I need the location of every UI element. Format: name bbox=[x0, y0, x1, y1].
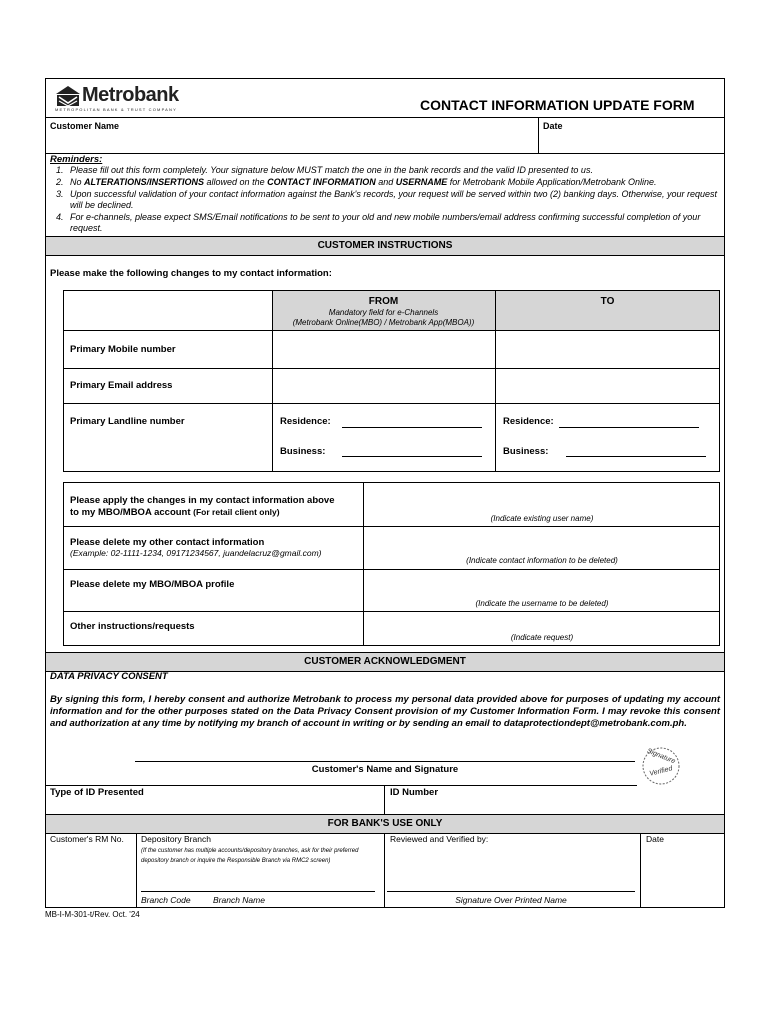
reminder-item-4: 4. For e-channels, please expect SMS/Email notifications to be sent to your old and new mobile numbers/email address confirming successful completion of your request. bbox=[56, 212, 701, 233]
from-header: FROM bbox=[368, 296, 399, 307]
delete-contact-label: Please delete my other contact information bbox=[70, 537, 265, 548]
from-residence-field[interactable] bbox=[342, 427, 482, 428]
metrobank-logo bbox=[54, 84, 204, 114]
date-label: Date bbox=[543, 121, 563, 131]
apply-changes-label-2: to my MBO/MBOA account (For retail client only) bbox=[70, 507, 280, 518]
to-residence-field[interactable] bbox=[559, 427, 699, 428]
logo-subtext: METROPOLITAN BANK & TRUST COMPANY bbox=[55, 107, 177, 112]
row-mobile-label: Primary Mobile number bbox=[70, 344, 176, 355]
customer-name-label: Customer Name bbox=[50, 121, 120, 131]
other-requests-label: Other instructions/requests bbox=[70, 621, 195, 632]
to-header: TO bbox=[600, 296, 615, 307]
reminder-item-2: 2. No ALTERATIONS/INSERTIONS allowed on the CONTACT INFORMATION and USERNAME for Metrobank Mobile Application/Metrobank Online. bbox=[56, 177, 657, 187]
date-field[interactable] bbox=[541, 132, 723, 152]
stamp-bottom-text: Verified bbox=[648, 765, 674, 778]
privacy-title: DATA PRIVACY CONSENT bbox=[50, 671, 168, 682]
delete-profile-hint: (Indicate the username to be deleted) bbox=[475, 599, 609, 608]
id-type-label: Type of ID Presented bbox=[50, 787, 144, 798]
delete-profile-label: Please delete my MBO/MBOA profile bbox=[70, 579, 235, 590]
from-business-label: Business: bbox=[280, 446, 326, 457]
to-business-label: Business: bbox=[503, 446, 549, 457]
bank-date-label: Date bbox=[646, 834, 664, 844]
row-email-label: Primary Email address bbox=[70, 380, 173, 391]
mobile-from-field[interactable] bbox=[274, 332, 493, 366]
consent-text: By signing this form, I hereby consent and authorize Metrobank to process my personal data provided above for purposes of updating my account information and for the other purposes stated on the Data Privacy Consent provision of my Customer Information Form. I may revoke this consent and authorization at any time by notifying my branch of account in writing or by sending an email to dataprotectiondept@metrobank.com.ph. bbox=[50, 694, 720, 729]
existing-username-hint: (Indicate existing user name) bbox=[490, 514, 594, 523]
customer-instructions-header: CUSTOMER INSTRUCTIONS bbox=[45, 236, 725, 256]
bank-date-field[interactable] bbox=[643, 846, 723, 904]
signature-verified-stamp bbox=[638, 746, 684, 786]
from-residence-label: Residence: bbox=[280, 416, 331, 427]
to-business-field[interactable] bbox=[566, 456, 706, 457]
id-number-field[interactable] bbox=[387, 798, 627, 812]
branch-code-label: Branch Code bbox=[141, 895, 191, 905]
reminders-title: Reminders: bbox=[50, 154, 103, 165]
metrobank-logo-icon bbox=[54, 84, 82, 108]
id-type-field[interactable] bbox=[48, 798, 382, 812]
reminder-item-1: 1. Please fill out this form completely. Your signature below MUST match the one in the bank records and the valid ID presented to us. bbox=[56, 165, 593, 175]
mobile-to-field[interactable] bbox=[497, 332, 718, 366]
row-landline-label: Primary Landline number bbox=[70, 416, 185, 427]
other-requests-hint: (Indicate request) bbox=[510, 633, 574, 642]
instructions-intro: Please make the following changes to my contact information: bbox=[50, 268, 332, 279]
from-note-2: (Metrobank Online(MBO) / Metrobank App(MBOA)) bbox=[292, 318, 475, 327]
customer-name-field[interactable] bbox=[48, 132, 536, 152]
email-to-field[interactable] bbox=[497, 370, 718, 402]
form-code: MB-I-M-301-t/Rev. Oct. '24 bbox=[45, 910, 140, 919]
from-note-1: Mandatory field for e-Channels bbox=[328, 308, 439, 317]
delete-contact-hint: (Indicate contact information to be deleted) bbox=[466, 556, 618, 565]
from-business-field[interactable] bbox=[342, 456, 482, 457]
depository-branch-label: Depository Branch bbox=[141, 834, 211, 844]
delete-contact-example: (Example: 02-1111-1234, 09171234567, juandelacruz@gmail.com) bbox=[70, 548, 322, 558]
customer-signature-field[interactable] bbox=[135, 761, 635, 762]
apply-changes-label: Please apply the changes in my contact information above bbox=[70, 495, 335, 506]
branch-field[interactable] bbox=[141, 891, 375, 892]
bank-use-header: FOR BANK'S USE ONLY bbox=[45, 814, 725, 834]
branch-name-label: Branch Name bbox=[213, 895, 265, 905]
id-number-label: ID Number bbox=[390, 787, 439, 798]
customer-acknowledgment-header: CUSTOMER ACKNOWLEDGMENT bbox=[45, 652, 725, 672]
logo-wordmark: Metrobank bbox=[82, 84, 179, 106]
reviewed-by-label: Reviewed and Verified by: bbox=[390, 834, 489, 844]
signature-label: Customer's Name and Signature bbox=[311, 764, 459, 775]
form-title: CONTACT INFORMATION UPDATE FORM bbox=[420, 97, 695, 113]
reminder-item-3: 3. Upon successful validation of your contact information against the Bank's records, your request will be served within two (2) banking days. Otherwise, your request will be declined. bbox=[56, 189, 718, 210]
stamp-top-text: Signature bbox=[645, 747, 677, 766]
reviewer-signature-field[interactable] bbox=[387, 891, 635, 892]
rm-number-label: Customer's RM No. bbox=[50, 834, 124, 844]
depository-branch-note: (If the customer has multiple accounts/depository branches, ask for their preferred depository branch or inquire the Responsible Branch via RMC2 screen) bbox=[141, 848, 359, 864]
signature-printed-label: Signature Over Printed Name bbox=[455, 895, 567, 905]
to-residence-label: Residence: bbox=[503, 416, 554, 427]
email-from-field[interactable] bbox=[274, 370, 493, 402]
